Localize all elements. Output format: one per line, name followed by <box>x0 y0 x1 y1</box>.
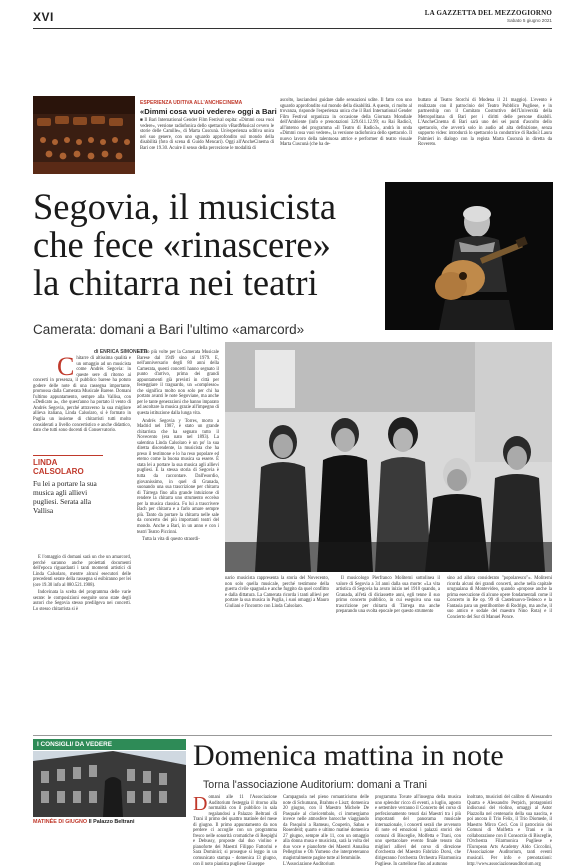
main-subtitle: Camerata: domani a Bari l'ultimo «amarcord» <box>33 322 305 337</box>
main-col-1-p3: Indovinata la scelta del programma delle varie serate: le composizioni eseguite sono state degli autori che Segovia stesso predilgeva nei concerti. Lo stesso chitarrista si è <box>33 590 131 612</box>
top-col-3: buttato al Teatro Storchi di Modena il 21 maggio). L'evento è realizzato con il patrocinio del Teatro Pubblico Pugliese, e in partnership con il Comitato Costruttivo dell'Università della Metropolitana di Bari per i diritti delle persone disabili. L'AncheCinema di Bari sarà uno dei sei punti d'ascolto dello spettacolo, che avverrà solo in audio ad alta definizione, senza supporto video: introdurrà lo spettacolo la conduttrice di Radio3 Laura Palmieri in dialogo con la regista Marta Cuscunà in diretta da Rovereto. <box>418 98 552 148</box>
newspaper-name: LA GAZZETTA DEL MEZZOGIORNO <box>424 9 552 17</box>
main-col-2-p1: esibito più volte per la Camerata Musicale Barese dal 1949 sino al 1979. E, nell'anniversario degli 80 anni della Camerata, questi concerti hanno segnato il punto d'arrivo, prima dei grandi appuntamenti già previsti in città per festeggiare il traguardo, un «complesso» che significa molto non solo per chi ha portato avanti le note Segoviane, ma anche per le tante generazioni che hanno imparato ad ascoltare la musica grazie all'impegno di questa istituzione dalla lunga vita. <box>137 350 219 417</box>
main-col-3 <box>225 576 329 731</box>
bottom-title: Domenica mattina in note <box>193 739 504 772</box>
main-col-1-p2: E l'omaggio di domani sarà un che un amarcord, perché saranno anche proiettati documenti dell'epoca riguardanti i tanti momenti artistici di Linda Calsolaro, mentre alcuni esecutori delle precedenti serate della rassegna si esibiranno per lei (ore 19.30 info al 080.521.1908). <box>33 555 131 588</box>
top-box <box>138 96 552 174</box>
main-title <box>33 188 378 302</box>
main-title-line-2: che fece «rinascere» <box>33 224 331 265</box>
main-col-2 <box>137 350 219 731</box>
main-col-5 <box>447 576 552 731</box>
bottom-col-1-text: omani alle 11 l'Associazione Auditorium festeggia il ritorno alla normalità con il pubblico in sala regalandosi a Palazzo Beltrani di Trani il primo dei quattro matinée del mese di giugno. Il primo appuntamento da non perdere ci accoglie con un programma fresco nelle sonorità cromatiche di Respighi e Debussy, proposte dal duo violino e pianoforte dei Maestri Filippo Fattorini e Sara Dominici; si prosegue si leggo in un comunicato stampa - domenica 13 giugno, con il noto pianista pugliese Giuseppe <box>193 795 277 867</box>
main-col-2-p3: Tutta la vita di questo straordi- <box>142 537 200 543</box>
main-drop-cap: C <box>57 352 75 381</box>
header-rule <box>33 28 552 29</box>
top-kicker: ESPERIENZA UDITIVA ALL'ANCHECINEMA <box>140 100 243 106</box>
bottom-subtitle: Torna l'associazione Auditorium: domani a Trani <box>203 779 428 791</box>
top-col-1: ■ Il Bari International Gender Film Festival ospita: «Dimmi cosa vuoi vedere», versione radiofonica dello spettacolo vBardMusical ovvero le storie delle Camille», di Marta Cuscunà. Un'esperienza uditiva unica nel suo genere, con uno sguardo approfondito sul mondo della disabilità (foto di scena di Guido Mencari). Oggi all'AncheCinema di Bari ore 19.30. Acuire il senso della percezione le modalità di <box>140 118 274 151</box>
main-title-line-3: la chitarra nei teatri <box>33 262 318 303</box>
top-title: «Dimmi cosa vuoi vedere» oggi a Bari <box>140 107 277 116</box>
palazzo-beltrani-photo <box>33 751 186 817</box>
section-divider <box>33 735 552 736</box>
bottom-col-2: Campagnola nel pieno romanticismo delle note di Schumann, Brahms e Liszt; domenica 20 giugno, con il Maestro Michele De Pasquale al clavicembalo, ci immergiamo invece nelle atmosfere barocche viaggiando da Pasquini a Rameau, Couperin, Sabas e Rosenfeld; quarto e ultimo matiné domenica 27 giugno, sempre alle 11, con un omaggio alla donna musa e musicista, sarà la volta del duo voce e pianoforte dei Maestri Annalisa Pellegrino e Oh Yumeno che interpreteranno magistralmente pagine tutte al femminile. L'Associazione Auditorium <box>283 795 369 867</box>
page-number: XVI <box>33 10 54 24</box>
photo-caption-text: Il Palazzo Beltrani <box>88 819 135 825</box>
top-col-2: ascolto, lasciandosi guidare dalle sensazioni udite. Il fatto con uno sguardo approfondito sul mondo della disabilità. A questo, ci molto al trovanza, risponde l'esperienza unica che il Bari International Gender Film Festival organizza in occasione della Giornata Mondiale dell'Ambiente (info e prenotazioni 329.611.12.99; su Rai Radio3, all'interno del programma «Il Teatro di Radio3», andrà in onda «Dimmi cosa vuoi vedere», la versione radiofonica dello spettacolo. Il nuovo lavoro della talentuosa attrice e performer di teatro visuale Marta Cuscunà (che ha de- <box>280 98 412 148</box>
callout-text: Fu lei a portare la sua musica agli allievi pugliesi. Serata alla Vallisa <box>33 479 97 515</box>
bottom-col-4: inoltrato, musicisti del calibro di Alessandro Quarta e Alessandro Perpich, protagonisti indiscussi del violino, omaggi al Astor Piazzolla nel centenario della sua nascita, e poi ancora il Trio Felix, il Trio Diomede, il Maestro Mirco Ceci. Con il patrocinio dei Comuni di Molfetta e Trani e in collaborazione con il Consorzio di Bisceglie, l'Orchestra Filarmonica Pugliese e l'European Arts Academy Aldo Ciccolini, l'Associazione Auditorium, tanti eventi musicali. Per info e prenotazioni: http://www.associazioneauditorium.org <box>467 795 552 867</box>
section-label: I CONSIGLI/ DA VEDERE <box>33 739 186 750</box>
main-col-5-p1: sino ad allora considerato "popolaresco"». Moliterni ricorda alcuni dei grandi concerti, anche nella capitale uruguaiana di Montevideo, quando «propose anche la prima esecuzione di alcune opere fondamentali come il Concerto in Re op. 99 di Castelnuovo-Tedesco e la Fantasia para un gentilhombre di Rodrigo, ma anche, il suo amico e sodale del maestro Nino Rota) e il Concierto del Sur di Manuel Ponce. <box>447 576 552 620</box>
main-title-line-1: Segovia, il musicista <box>33 186 337 227</box>
concert-hall-photo <box>33 96 135 174</box>
main-col-4-p1: Il musicologo Pierfranco Moliterni sottolinea il valore di Segovia a 34 anni dalla sua morte: «La vita artistica di Segovia ha avuto inizio nel 1910 quando, a Granada, all'età di diciassette anni, egli tenne il suo primo concerto pubblico, in cui eseguiva una sua trascrizione per chitarra di Tárrega ma anche preparando una svolta epocale per questo strumento <box>336 576 440 615</box>
issue-date: Sabato 5 giugno 2021 <box>507 18 552 23</box>
segovia-guitar-photo <box>385 182 553 330</box>
main-col-2-p2: Andrés Segovia y Torres, morto a Madrid nel 1987, è stato un grande chitarrista che ha segnato tutto il Novecento (era nato nel 1893). La salentina Linda Calsolaro è un po' la sua diretta discendente, la musicista che ha preso il testimone e lo ha reso popolare ed eterno come la buona musica sa essere. È stata lei a portare la sua musica agli allievi pugliesi. E la stessa storia di Segovia è tutta da raccontare. Dall'esordio, giovanissimo, in quel di Granada, suonando una sua trascrizione per chitarra di Tárrega fino alla grande intuizione di rendere la chitarra uno strumento eccelso per la musica classica. Fu lui a trascrivere Bach per chitarra e a farlo amare sempre più. Tanto da portare la chitarra nelle sale da concerto dei più importanti teatri del mondo. Anche a Bari, in un anno e con i teatri Teatro Piccinni. <box>137 418 219 535</box>
main-col-3-p1: nario musicista rappresenta la storia del Novecento, non solo quella musicale, perché testimone della guerra civile spagnola e anche fuggito da quel conflitto e dalla dittatura. La Camerata ricorda i tanti allievi per portare la sua musica in Puglia, i suoi omaggi a Mauro Giuliani e l'incontro con Linda Calsolaro. <box>225 576 329 609</box>
main-col-1-lower <box>33 555 131 731</box>
callout-name: LINDA CALSOLARO <box>33 455 103 476</box>
bottom-drop-cap: D <box>193 793 208 815</box>
callout-box <box>33 455 103 515</box>
main-col-4 <box>336 576 440 731</box>
photo-caption <box>33 819 134 825</box>
main-col-1-p1: hitarre di altissima qualità e un omaggio ad un musicista come Andrés Segovia: in queste sere di ritorno ai concerti in presenza, il pubblico barese ha potuto godere delle note di una rassegna importante, promossa dalla Camerata Musicale Barese. Domani l'ultimo appuntamento, sempre alla Vallisa, con «Dedicato a», che quest'anno ha portato il vento di Andrés Segovia, perché attraverso la sua migliore allieva italiana, Linda Calsolaro, si è formato in Puglia un insieme di chitarristi tutti molto considerati a livello concertistico e anche didattico, dato che tutti sono docenti di Conservatorio. <box>33 356 131 434</box>
bottom-col-1 <box>193 793 277 867</box>
main-col-1 <box>33 352 131 552</box>
byline: di ENRICA SIMONETTI <box>94 349 148 355</box>
photo-caption-red: MATINÉE DI GIUGNO <box>33 819 88 825</box>
segovia-group-photo <box>225 342 552 572</box>
bottom-col-3: programma Tovate all'insegna della musica uno splendor ricco di eventi, a luglio, agosto e settembre verranno il Concerto del corso di perfezionamento tenuti dai Maestri tra i più importanti del panorama musicale internazionale, i concerti serali che avvenuto di note ed emozioni i palazzi storici dei comuni di Bisceglie, Molfetta e Trani, con uno spettacolare evento finale tenuto dai migliori allievi del corso di direzione d'orchestra del Maestro Fabrizio Dorsi, che dirigeranno l'orchestra Orchestra Filarmonica Pugliese. In cartellone fino ad autunno <box>375 795 461 867</box>
